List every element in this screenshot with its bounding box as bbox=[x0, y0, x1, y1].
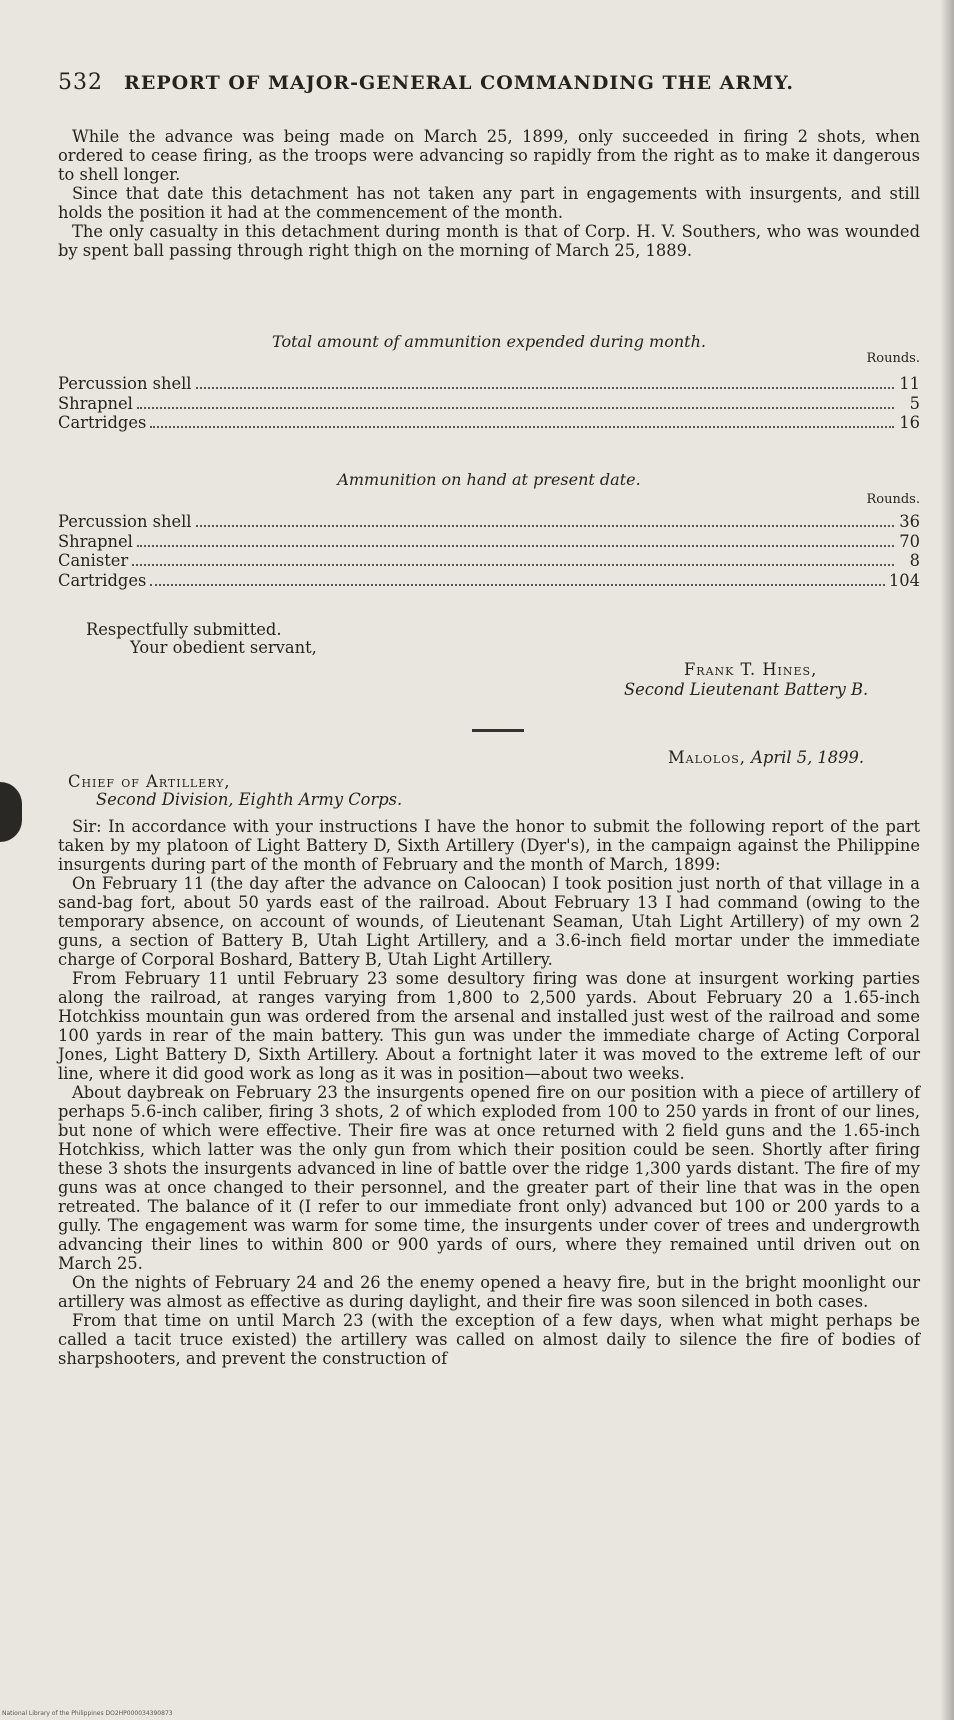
on-hand-table bbox=[58, 512, 920, 590]
expended-table-title: Total amount of ammunition expended during month. bbox=[272, 332, 706, 351]
table-row bbox=[58, 571, 920, 591]
intro-paragraph: The only casualty in this detachment during month is that of Corp. H. V. Southers, who was wounded by spent ball passing through right thigh on the morning of March 25, 1889. bbox=[58, 222, 920, 260]
row-label: Shrapnel bbox=[58, 531, 133, 551]
row-value: 16 bbox=[899, 413, 920, 432]
on-hand-unit-header: Rounds. bbox=[866, 492, 920, 507]
page-edge-shadow bbox=[940, 0, 954, 1720]
row-value: 36 bbox=[899, 512, 920, 531]
section-divider bbox=[472, 729, 524, 732]
expended-unit-header: Rounds. bbox=[866, 351, 920, 366]
row-label: Percussion shell bbox=[58, 512, 192, 531]
intro-paragraph: Since that date this detachment has not taken any part in engagements with insurgents, and still holds the position it had at the commencement of the month. bbox=[58, 184, 920, 222]
body-paragraph: About daybreak on February 23 the insurgents opened fire on our position with a piece of artillery of perhaps 5.6-inch caliber, firing 3 shots, 2 of which exploded from 100 to 250 yards in front of our lines, but none of which were effective. Their fire was at once returned with 2 field guns and the 1.65-inch Hotchkiss, which latter was the only gun from which their position could be seen. Shortly after firing these 3 shots the insurgents advanced in line of battle over the ridge 1,300 yards distant. The fire of my guns was at once changed to their personnel, and the greater part of their line that was in the open retreated. The balance of it (I refer to our immediate front only) advanced but 100 or 200 yards to a gully. The engagement was warm for some time, the insurgents under cover of trees and undergrowth advancing their lines to within 800 or 900 yards of ours, where they remained until driven out on March 25. bbox=[58, 1083, 920, 1273]
addressee: Chief of Artillery, bbox=[68, 772, 231, 791]
page-header-title: REPORT OF MAJOR-GENERAL COMMANDING THE ARMY. bbox=[124, 72, 794, 94]
table-row bbox=[58, 394, 920, 414]
letter-dateline bbox=[668, 748, 864, 767]
body-paragraph: Sir: In accordance with your instructions I have the honor to submit the following report of the part taken by my platoon of Light Battery D, Sixth Artillery (Dyer's), in the campaign against the Philippine insurgents during part of the month of February and the month of March, 1899: bbox=[58, 817, 920, 874]
scan-footer: National Library of the Philippines DO2HP000034390873 bbox=[2, 1710, 173, 1717]
intro-paragraph: While the advance was being made on March 25, 1899, only succeeded in firing 2 shots, when ordered to cease firing, as the troops were advancing so rapidly from the right as to make it dangerous to shell longer. bbox=[58, 127, 920, 184]
row-label: Cartridges bbox=[58, 413, 147, 432]
body-paragraph: On the nights of February 24 and 26 the enemy opened a heavy fire, but in the bright moonlight our artillery was almost as effective as during daylight, and their fire was soon silenced in both cases. bbox=[58, 1273, 920, 1311]
row-value: 8 bbox=[909, 551, 920, 570]
closing-line: Respectfully submitted. bbox=[86, 620, 282, 639]
body-paragraph: From February 11 until February 23 some desultory firing was done at insurgent working parties along the railroad, at ranges varying from 1,800 to 2,500 yards. About February 20 a 1.65-inch Hotchkiss mountain gun was ordered from the arsenal and installed just west of the railroad and some 100 yards in rear of the main battery. This gun was under the immediate charge of Acting Corporal Jones, Light Battery D, Sixth Artillery. About a fortnight later it was moved to the extreme left of our line, where it did good work as long as it was in position—about two weeks. bbox=[58, 969, 920, 1083]
dot-leader bbox=[150, 426, 894, 428]
letter-place: Malolos, bbox=[668, 748, 746, 767]
body-paragraph: On February 11 (the day after the advance on Caloocan) I took position just north of that village in a sand-bag fort, about 50 yards east of the railroad. About February 13 I had command (owing to the temporary absence, on account of wounds, of Lieutenant Seaman, Utah Light Artillery) of my own 2 guns, a section of Battery B, Utah Light Artillery, and a 3.6-inch field mortar under the immediate charge of Corporal Boshard, Battery B, Utah Light Artillery. bbox=[58, 874, 920, 969]
scan-smudge bbox=[0, 782, 22, 842]
signer-name: Frank T. Hines, bbox=[684, 660, 818, 679]
dot-leader bbox=[196, 525, 894, 527]
table-row bbox=[58, 512, 920, 532]
dot-leader bbox=[132, 564, 894, 566]
on-hand-table-title: Ammunition on hand at present date. bbox=[337, 470, 641, 489]
addressee-division: Second Division, Eighth Army Corps. bbox=[96, 790, 403, 809]
row-label: Canister bbox=[58, 551, 129, 570]
table-row bbox=[58, 551, 920, 571]
dot-leader bbox=[150, 584, 885, 586]
row-value: 70 bbox=[899, 531, 920, 551]
dot-leader bbox=[137, 545, 894, 547]
table-row bbox=[58, 532, 920, 552]
dot-leader bbox=[196, 387, 894, 389]
page-number: 532 bbox=[58, 70, 103, 95]
table-row bbox=[58, 413, 920, 433]
row-value: 5 bbox=[909, 393, 920, 413]
running-header bbox=[58, 70, 888, 95]
letter-date: April 5, 1899. bbox=[751, 748, 865, 767]
expended-table bbox=[58, 374, 920, 433]
row-value: 11 bbox=[899, 374, 920, 393]
intro-text bbox=[58, 127, 920, 260]
row-label: Cartridges bbox=[58, 570, 147, 590]
letter-body bbox=[58, 817, 920, 1368]
row-value: 104 bbox=[888, 570, 920, 590]
table-row bbox=[58, 374, 920, 394]
closing-line: Your obedient servant, bbox=[130, 638, 317, 657]
dot-leader bbox=[137, 407, 894, 409]
signer-title: Second Lieutenant Battery B. bbox=[624, 680, 869, 699]
row-label: Shrapnel bbox=[58, 393, 133, 413]
row-label: Percussion shell bbox=[58, 374, 192, 393]
body-paragraph: From that time on until March 23 (with the exception of a few days, when what might perhaps be called a tacit truce existed) the artillery was called on almost daily to silence the fire of bodies of sharpshooters, and prevent the construction of bbox=[58, 1311, 920, 1368]
